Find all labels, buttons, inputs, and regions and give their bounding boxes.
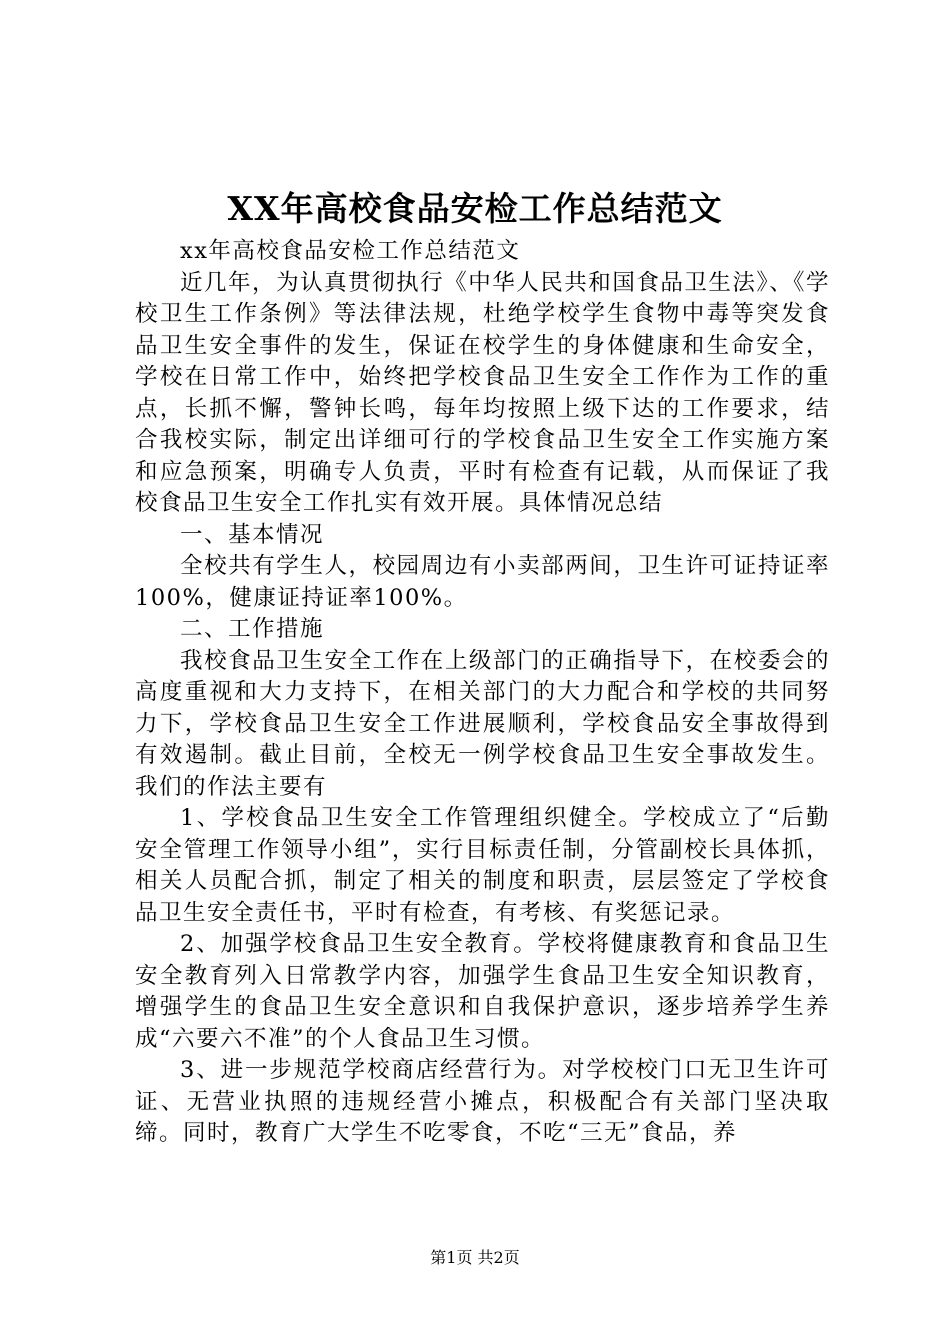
measures-paragraph: 我校食品卫生安全工作在上级部门的正确指导下，在校委会的高度重视和大力支持下，在相关部门的大力配合和学校的共同努力下，学校食品卫生安全工作进展顺利，学校食品安全事故得到有效遏制。截止目前，全校无一例学校食品卫生安全事故发生。我们的作法主要有 <box>135 647 830 800</box>
measure-item-2: 2、加强学校食品卫生安全教育。学校将健康教育和食品卫生安全教育列入日常教学内容，加强学生食品卫生安全知识教育，增强学生的食品卫生安全意识和自我保护意识，逐步培养学生养成“六要六不准”的个人食品卫生习惯。 <box>135 931 830 1052</box>
measure-item-1: 1、学校食品卫生安全工作管理组织健全。学校成立了“后勤安全管理工作领导小组”，实行目标责任制，分管副校长具体抓，相关人员配合抓，制定了相关的制度和职责，层层签定了学校食品卫生安全责任书，平时有检查，有考核、有奖惩记录。 <box>135 805 830 926</box>
document-body <box>135 236 830 1150</box>
basic-info-paragraph: 全校共有学生人，校园周边有小卖部两间，卫生许可证持证率100%，健康证持证率100%。 <box>135 553 830 611</box>
document-title: XX年高校食品安检工作总结范文 <box>227 189 723 228</box>
section-heading-basic: 一、基本情况 <box>180 521 325 548</box>
intro-paragraph: 近几年，为认真贯彻执行《中华人民共和国食品卫生法》、《学校卫生工作条例》等法律法规，杜绝学校学生食物中毒等突发食品卫生安全事件的发生，保证在校学生的身体健康和生命安全，学校在日常工作中，始终把学校食品卫生安全工作作为工作的重点，长抓不懈，警钟长鸣，每年均按照上级下达的工作要求，结合我校实际，制定出详细可行的学校食品卫生安全工作实施方案和应急预案，明确专人负责，平时有检查有记载，从而保证了我校食品卫生安全工作扎实有效开展。具体情况总结 <box>135 269 830 516</box>
page-footer: 第1页 共2页 <box>430 1248 520 1267</box>
measure-item-3: 3、进一步规范学校商店经营行为。对学校校门口无卫生许可证、无营业执照的违规经营小摊点，积极配合有关部门坚决取缔。同时，教育广大学生不吃零食，不吃“三无”食品，养 <box>135 1057 830 1146</box>
subtitle-paragraph: xx年高校食品安检工作总结范文 <box>180 238 521 264</box>
section-heading-measures: 二、工作措施 <box>180 616 325 642</box>
